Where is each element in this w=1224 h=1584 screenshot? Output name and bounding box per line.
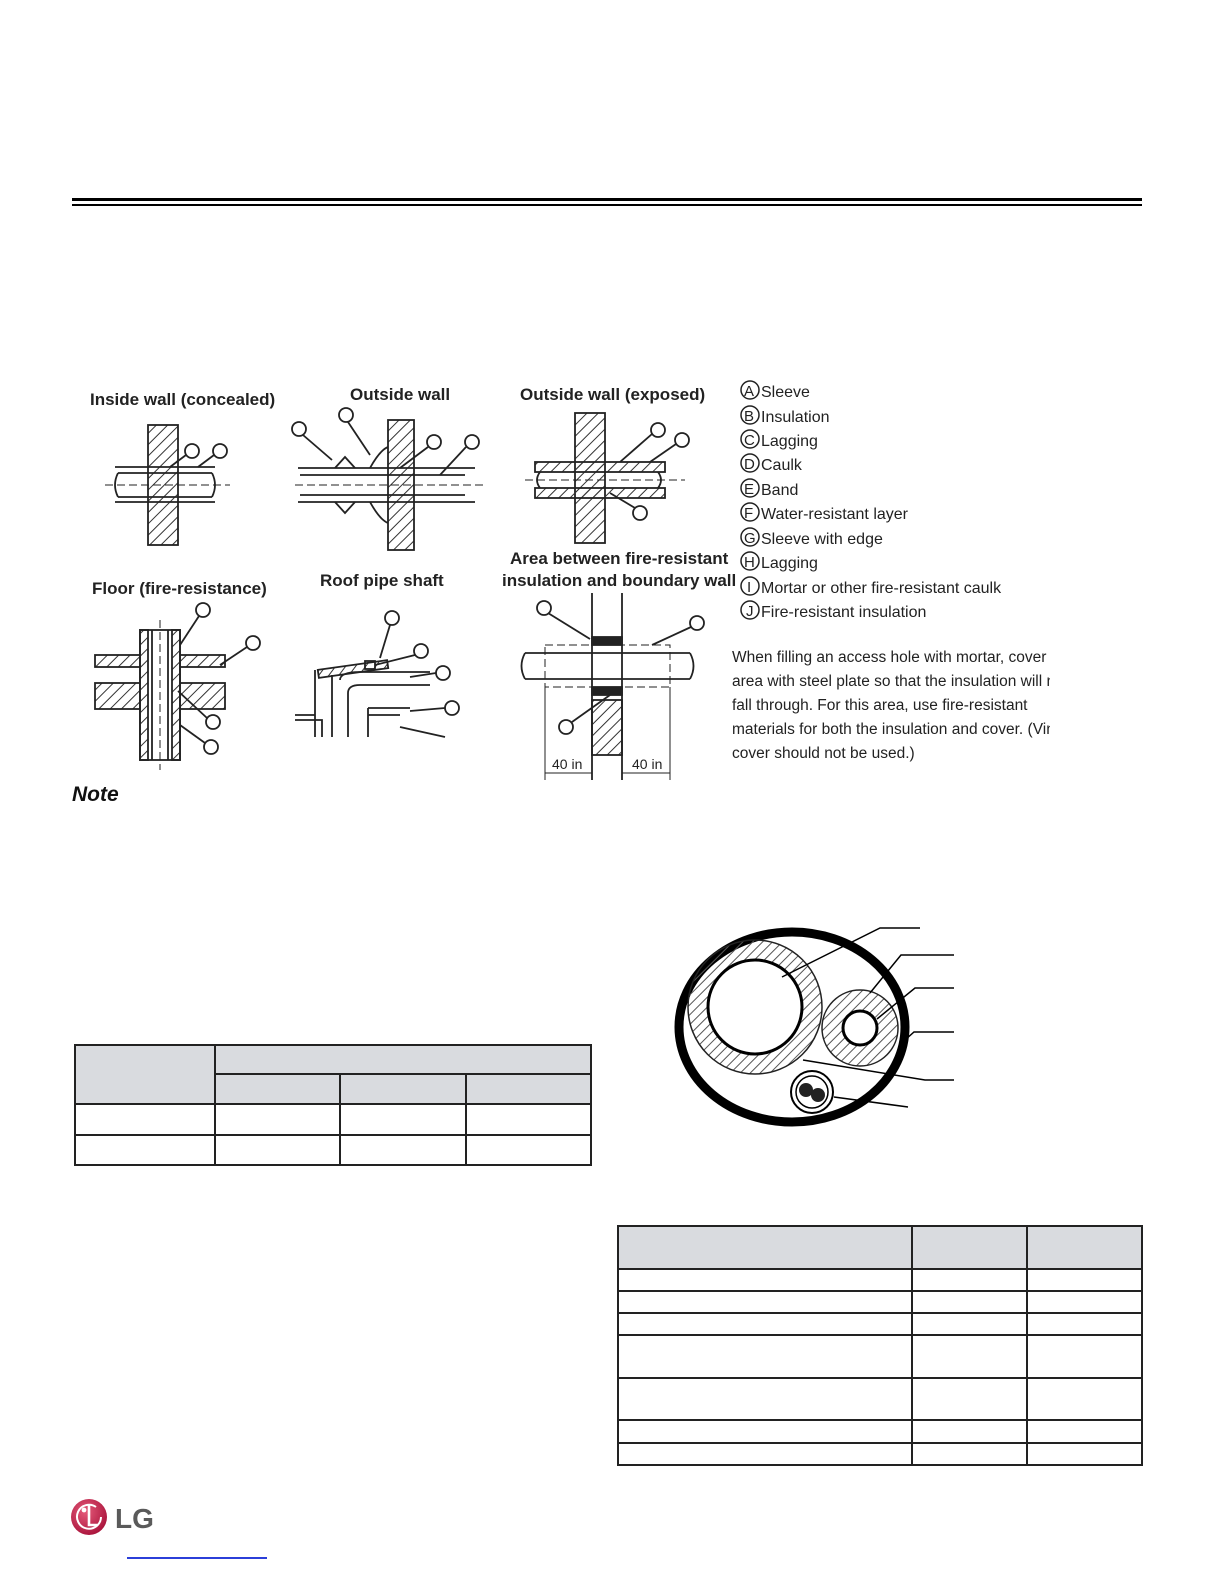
table-cell <box>618 1378 912 1420</box>
legend-label: Band <box>761 482 799 499</box>
table-cell <box>1027 1313 1142 1335</box>
legend-item <box>741 552 818 572</box>
legend-label: Mortar or other fire-resistant caulk <box>761 580 1002 597</box>
legend-letter: D <box>744 456 755 473</box>
legend-letter: A <box>744 383 755 400</box>
legend-letter: F <box>744 505 754 522</box>
table-cell <box>1027 1269 1142 1291</box>
legend-label: Caulk <box>761 457 802 474</box>
table-cell <box>912 1443 1027 1465</box>
table-row <box>618 1269 1142 1291</box>
legend-letter: E <box>744 481 755 498</box>
table-cell <box>618 1269 912 1291</box>
pipe-penetration-figure <box>70 375 1050 780</box>
table-cell <box>75 1135 215 1165</box>
dimension-left: 40 in <box>552 756 583 772</box>
table-cell <box>340 1104 466 1135</box>
table-cell <box>1027 1335 1142 1377</box>
table-header-cell <box>466 1074 591 1104</box>
note-heading: Note <box>72 783 119 806</box>
table-row <box>618 1313 1142 1335</box>
figure-note-line: When filling an access hole with mortar, cover the <box>732 649 1050 666</box>
legend-label: Water-resistant layer <box>761 506 908 523</box>
legend-item <box>741 503 909 523</box>
table-cell <box>912 1335 1027 1377</box>
legend-label: Lagging <box>761 433 818 450</box>
figure-legend <box>741 381 1002 621</box>
table-cell <box>912 1420 1027 1443</box>
legend-letter: C <box>744 432 755 449</box>
legend-item <box>741 454 803 474</box>
table-cell <box>618 1313 912 1335</box>
legend-letter: H <box>744 554 755 571</box>
legend-item <box>741 528 883 548</box>
panel-title-outside-wall-exposed: Outside wall (exposed) <box>520 385 706 404</box>
table-row <box>618 1291 1142 1313</box>
legend-item <box>741 601 926 621</box>
table-row <box>618 1420 1142 1443</box>
legend-letter: I <box>747 579 752 596</box>
table-cell <box>466 1135 591 1165</box>
table-cell <box>618 1335 912 1377</box>
figure-note-line: fall through. For this area, use fire-resistant <box>732 697 1028 714</box>
panel-title-inside-wall: Inside wall (concealed) <box>90 390 276 409</box>
legend-item <box>741 430 818 450</box>
header-rule-thin <box>72 204 1142 206</box>
dimension-right: 40 in <box>632 756 663 772</box>
table-cell <box>340 1135 466 1165</box>
legend-label: Lagging <box>761 555 818 572</box>
legend-label: Sleeve with edge <box>761 531 883 548</box>
legend-label: Fire-resistant insulation <box>761 604 927 621</box>
table-cell <box>1027 1443 1142 1465</box>
panel-title-roof: Roof pipe shaft <box>320 571 444 590</box>
table-header-cell <box>912 1226 1027 1269</box>
legend-letter: G <box>744 530 756 547</box>
table-cell <box>912 1378 1027 1420</box>
table-cell <box>618 1420 912 1443</box>
legend-item <box>741 577 1002 597</box>
left-spec-table <box>74 1044 592 1166</box>
table-row <box>618 1443 1142 1465</box>
legend-letter: B <box>744 408 755 425</box>
table-row <box>618 1335 1142 1377</box>
table-header-cell <box>215 1074 340 1104</box>
table-cell <box>912 1291 1027 1313</box>
table-cell <box>618 1443 912 1465</box>
table-row <box>75 1104 591 1135</box>
table-header-cell <box>1027 1226 1142 1269</box>
table-header-cell <box>340 1074 466 1104</box>
pipe-bundle-cross-section <box>670 915 970 1130</box>
figure-note-line: area with steel plate so that the insulation will not <box>732 673 1050 690</box>
table-row <box>618 1378 1142 1420</box>
table-cell <box>215 1135 340 1165</box>
lg-logo <box>70 1497 170 1537</box>
legend-label: Insulation <box>761 409 830 426</box>
panel-title-area-line2: insulation and boundary wall <box>502 571 737 590</box>
figure-note-line: materials for both the insulation and cover. (Vinyl <box>732 721 1050 738</box>
right-spec-table <box>617 1225 1143 1466</box>
legend-label: Sleeve <box>761 384 810 401</box>
figure-note <box>732 649 1050 762</box>
legend-item <box>741 381 810 401</box>
table-header-cell <box>75 1045 215 1104</box>
lg-logo-text: LG <box>115 1503 154 1534</box>
table-header-cell <box>215 1045 591 1074</box>
panel-title-floor: Floor (fire-resistance) <box>92 579 267 598</box>
legend-item <box>741 406 830 426</box>
table-cell <box>1027 1378 1142 1420</box>
table-cell <box>912 1269 1027 1291</box>
footer-link-underline[interactable] <box>127 1557 267 1559</box>
table-cell <box>618 1291 912 1313</box>
figure-note-line: cover should not be used.) <box>732 745 915 762</box>
table-cell <box>912 1313 1027 1335</box>
table-cell <box>1027 1420 1142 1443</box>
legend-letter: J <box>746 603 754 620</box>
table-cell <box>1027 1291 1142 1313</box>
legend-item <box>741 479 798 499</box>
table-cell <box>466 1104 591 1135</box>
table-cell <box>215 1104 340 1135</box>
panel-title-outside-wall: Outside wall <box>350 385 451 404</box>
table-cell <box>75 1104 215 1135</box>
header-rule-thick <box>72 198 1142 201</box>
table-header-cell <box>618 1226 912 1269</box>
table-row <box>75 1135 591 1165</box>
panel-title-area-line1: Area between fire-resistant <box>510 549 729 568</box>
